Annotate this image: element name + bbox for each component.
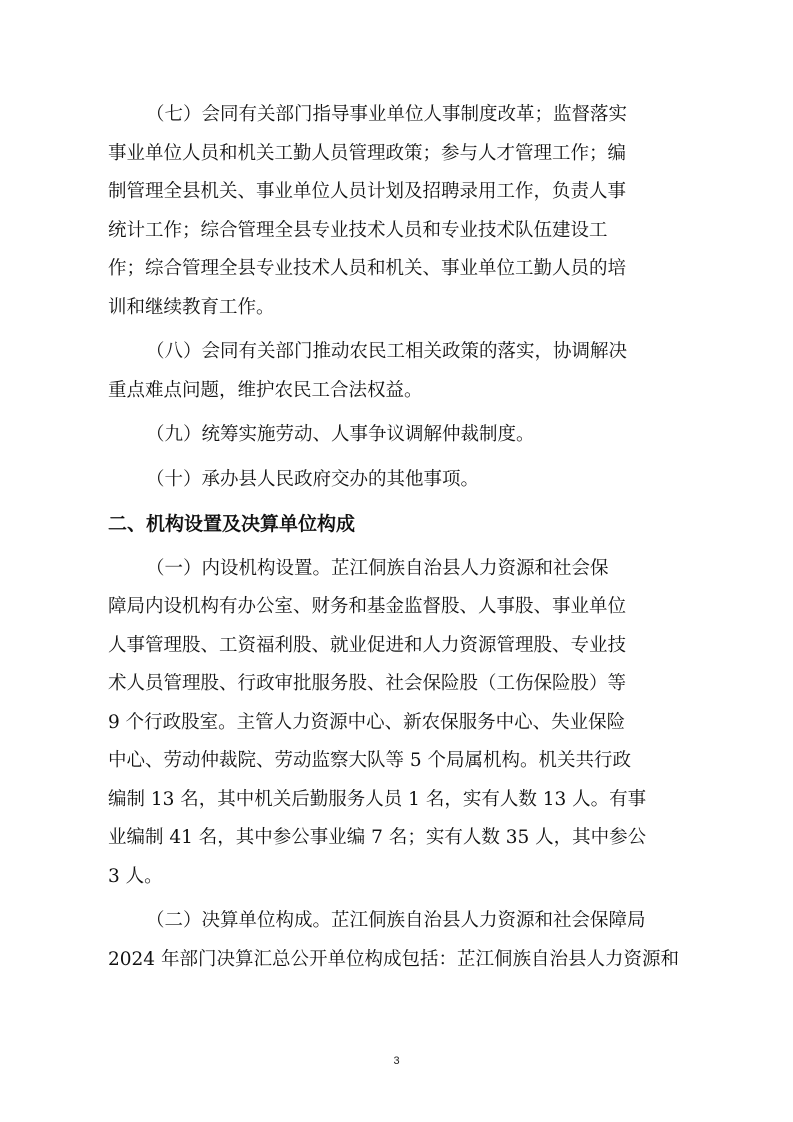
text-line: 统计工作；综合管理全县专业技术人员和专业技术队伍建设工: [108, 219, 608, 241]
text-line: （十）承办县人民政府交办的其他事项。: [146, 468, 480, 490]
paragraph-internal-structure: [108, 550, 688, 897]
text-line: 业编制 41 名，其中参公事业编 7 名；实有人数 35 人，其中参公: [108, 827, 647, 848]
paragraph-nine: [108, 416, 688, 455]
text-line: （七）会同有关部门指导事业单位人事制度改革；监督落实: [146, 104, 628, 125]
text-line: 编制 13 名，其中机关后勤服务人员 1 名，实有人数 13 人。有事: [108, 788, 647, 810]
text-line: 事业单位人员和机关工勤人员管理政策；参与人才管理工作；编: [108, 142, 627, 164]
text-line: （九）统筹实施劳动、人事争议调解仲裁制度。: [146, 424, 535, 445]
text-line: 人事管理股、工资福利股、就业促进和人力资源管理股、专业技: [108, 634, 627, 656]
text-line: 术人员管理股、行政审批服务股、社会保险股（工伤保险股）等: [108, 673, 627, 694]
text-line: 中心、劳动仲裁院、劳动监察大队等 5 个局属机构。机关共行政: [108, 750, 632, 771]
text-line: 重点难点问题，维护农民工合法权益。: [108, 379, 423, 401]
text-line: （八）会同有关部门推动农民工相关政策的落实，协调解决: [146, 341, 628, 362]
paragraph-seven: [108, 96, 688, 327]
text-line: 训和继续教育工作。: [108, 296, 275, 318]
text-line: 3 人。: [108, 865, 163, 887]
text-line: 2024 年部门决算汇总公开单位构成包括：芷江侗族自治县人力资源和: [108, 948, 679, 970]
page-content: [108, 96, 688, 985]
text-line: 9 个行政股室。主管人力资源中心、新农保服务中心、失业保险: [108, 711, 626, 733]
text-line: （一）内设机构设置。芷江侗族自治县人力资源和社会保: [146, 557, 609, 579]
text-line: 制管理全县机关、事业单位人员计划及招聘录用工作，负责人事: [108, 181, 627, 202]
paragraph-eight: [108, 333, 688, 410]
text-line: （二）决算单位构成。芷江侗族自治县人力资源和社会保障局: [146, 910, 646, 931]
section-heading: 二、机构设置及决算单位构成: [108, 513, 356, 535]
text-line: 作；综合管理全县专业技术人员和机关、事业单位工勤人员的培: [108, 258, 627, 279]
paragraph-ten: [108, 461, 688, 500]
paragraph-budget-units: [108, 902, 688, 979]
page-number: 3: [393, 1055, 400, 1067]
text-line: 障局内设机构有办公室、财务和基金监督股、人事股、事业单位: [108, 596, 627, 617]
